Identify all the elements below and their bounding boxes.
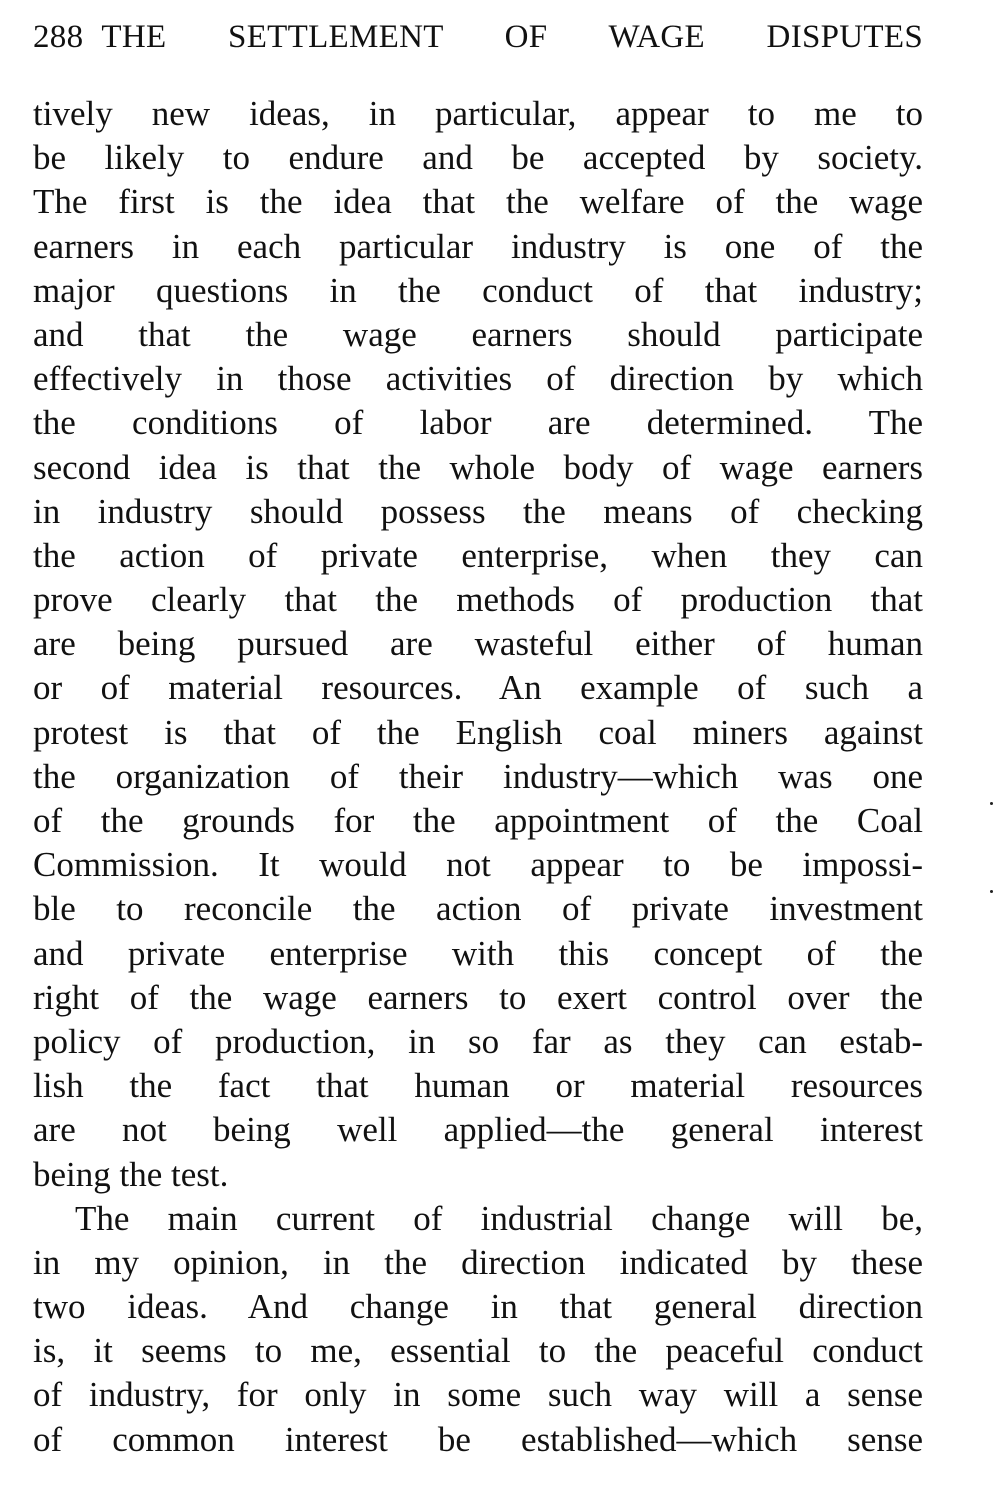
text-line: Commission. It would not appear to be impossi- (33, 845, 923, 885)
text-line: in my opinion, in the direction indicated by these (33, 1242, 923, 1282)
text-line: and private enterprise with this concept of the (33, 933, 923, 973)
text-line: protest is that of the English coal miners against (33, 712, 923, 752)
text-line: be likely to endure and be accepted by society. (33, 138, 923, 178)
text-line: in industry should possess the means of checking (33, 491, 923, 531)
paragraph-2 (33, 1197, 923, 1462)
text-line: prove clearly that the methods of production that (33, 580, 923, 620)
text-line: are not being well applied—the general interest (33, 1110, 923, 1150)
text-line: The main current of industrial change will be, (75, 1198, 923, 1238)
text-line: policy of production, in so far as they can estab- (33, 1021, 923, 1061)
paragraph-1 (33, 92, 923, 1197)
book-page (33, 12, 923, 1462)
text-line: tively new ideas, in particular, appear to me to (33, 94, 923, 133)
text-line: effectively in those activities of direction by which (33, 359, 923, 399)
text-line: is, it seems to me, essential to the peaceful conduct (33, 1331, 923, 1371)
text-line: The first is the idea that the welfare of the wage (33, 182, 923, 222)
text-line: the conditions of labor are determined. The (33, 403, 923, 443)
scan-speck (990, 802, 993, 805)
text-line: and that the wage earners should participate (33, 314, 923, 354)
text-line: right of the wage earners to exert control over the (33, 977, 923, 1017)
text-line: lish the fact that human or material resources (33, 1066, 923, 1106)
text-line: ble to reconcile the action of private investment (33, 889, 923, 929)
running-head (33, 12, 923, 62)
scan-speck (990, 890, 993, 893)
text-line: or of material resources. An example of such a (33, 668, 923, 708)
text-line: second idea is that the whole body of wage earners (33, 447, 923, 487)
text-line: of common interest be established—which sense (33, 1419, 923, 1459)
page-number: 288 (33, 19, 84, 55)
text-line: major questions in the conduct of that industry; (33, 270, 923, 310)
text-line: the action of private enterprise, when they can (33, 535, 923, 575)
text-line: are being pursued are wasteful either of human (33, 624, 923, 664)
text-line: of the grounds for the appointment of the Coal (33, 801, 923, 840)
text-line: of industry, for only in some such way will a sense (33, 1375, 923, 1415)
text-line: two ideas. And change in that general direction (33, 1287, 923, 1327)
text-line: earners in each particular industry is one of the (33, 226, 923, 266)
body-text (33, 92, 923, 1462)
text-line: the organization of their industry—which was one (33, 756, 923, 796)
text-line: being the test. (33, 1154, 229, 1194)
running-title: THE SETTLEMENT OF WAGE DISPUTES (101, 19, 923, 55)
